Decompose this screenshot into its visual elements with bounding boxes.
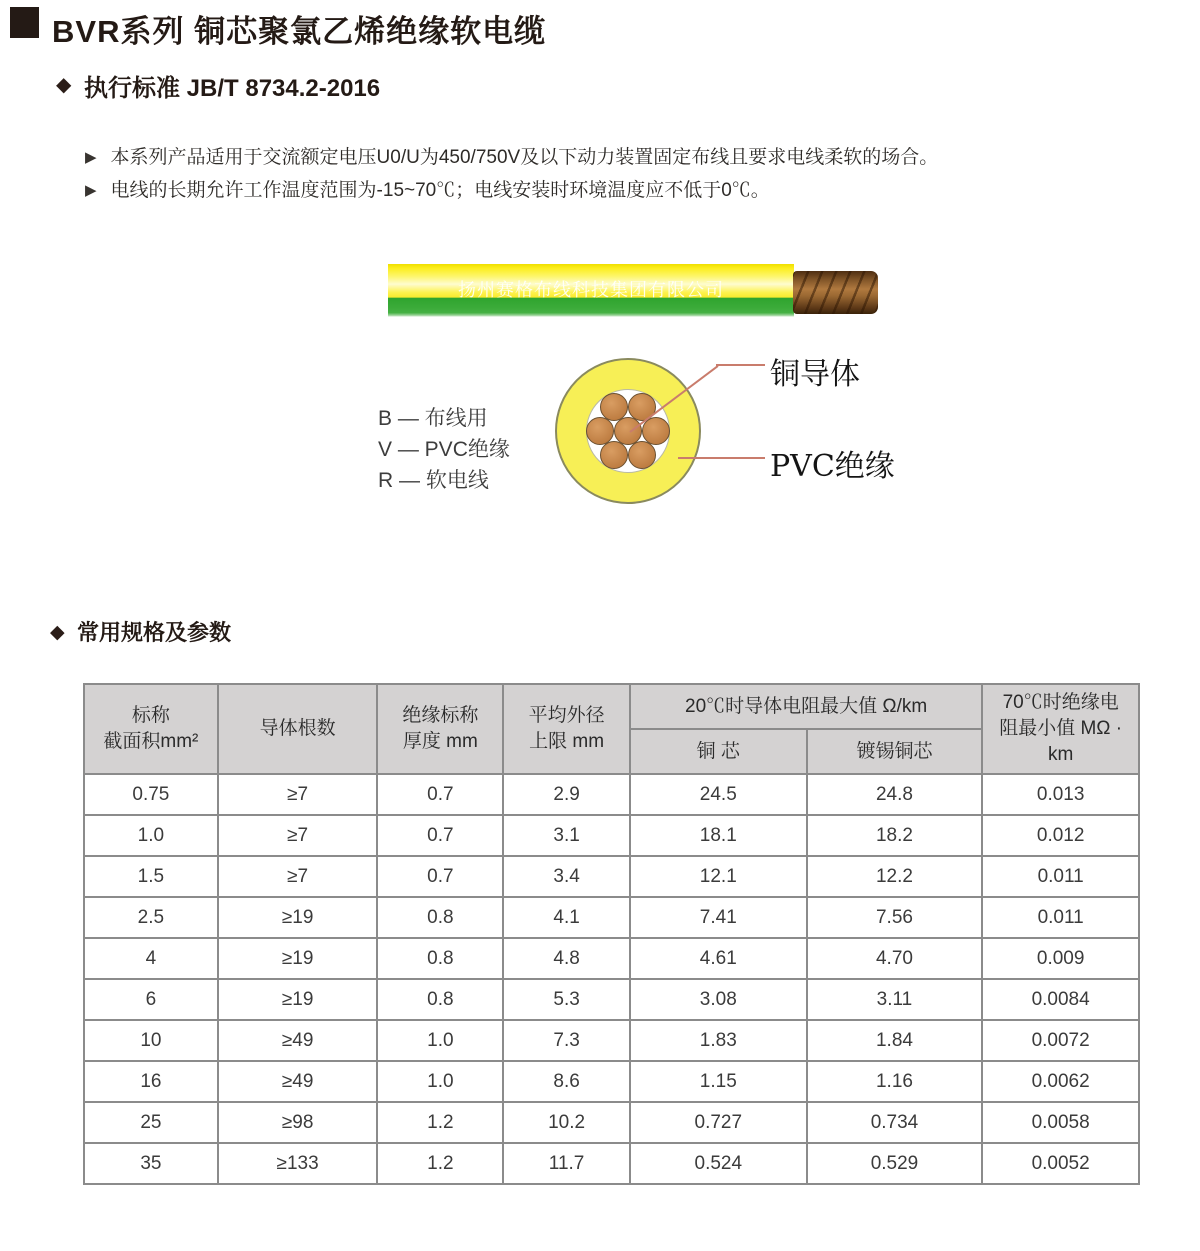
spec-cell: 2.5 [84, 897, 218, 938]
col-header-tinned-copper-core: 镀锡铜芯 [807, 729, 983, 774]
spec-cell: ≥19 [218, 938, 378, 979]
spec-cell: 1.5 [84, 856, 218, 897]
spec-cell: 18.2 [807, 815, 983, 856]
spec-cell: 4.8 [503, 938, 630, 979]
table-row [84, 1061, 1139, 1102]
table-row [84, 815, 1139, 856]
standard-text: 执行标准 JB/T 8734.2-2016 [84, 75, 381, 102]
feature-line [85, 142, 938, 169]
spec-cell: 1.0 [84, 815, 218, 856]
spec-cell: 0.8 [377, 938, 503, 979]
spec-cell: 16 [84, 1061, 218, 1102]
conductor-area [586, 389, 670, 473]
spec-cell: 12.1 [630, 856, 807, 897]
col-header-strand-count: 导体根数 [218, 684, 378, 774]
spec-cell: 7.41 [630, 897, 807, 938]
spec-cell: ≥98 [218, 1102, 378, 1143]
page-title: BVR系列 铜芯聚氯乙烯绝缘软电缆 [52, 14, 547, 49]
spec-cell: 1.0 [377, 1061, 503, 1102]
spec-cell: 1.0 [377, 1020, 503, 1061]
spec-cell: 6 [84, 979, 218, 1020]
spec-cell: 0.0072 [982, 1020, 1139, 1061]
spec-cell: 0.0058 [982, 1102, 1139, 1143]
spec-cell: 4 [84, 938, 218, 979]
spec-cell: 0.012 [982, 815, 1139, 856]
spec-cell: 4.1 [503, 897, 630, 938]
conductor-label: 铜导体 [770, 357, 860, 392]
table-row [84, 856, 1139, 897]
spec-cell: 18.1 [630, 815, 807, 856]
spec-cell: 5.3 [503, 979, 630, 1020]
spec-cell: 4.70 [807, 938, 983, 979]
specs-section-title: 常用规格及参数 [77, 620, 232, 645]
cable-copper-strands-image [793, 271, 878, 314]
table-row [84, 979, 1139, 1020]
col-header-resistance-group: 20℃时导体电阻最大值 Ω/km [630, 684, 982, 729]
spec-cell: 0.8 [377, 897, 503, 938]
spec-cell: 24.8 [807, 774, 983, 815]
spec-cell: 12.2 [807, 856, 983, 897]
spec-cell: 0.7 [377, 774, 503, 815]
arrow-bullet-icon: ▶ [85, 149, 97, 166]
spec-table [83, 683, 1140, 1185]
spec-cell: 3.11 [807, 979, 983, 1020]
feature-line [85, 175, 770, 202]
spec-cell: 10.2 [503, 1102, 630, 1143]
spec-cell: 1.15 [630, 1061, 807, 1102]
table-row [84, 1143, 1139, 1184]
spec-cell: ≥49 [218, 1061, 378, 1102]
spec-cell: 1.16 [807, 1061, 983, 1102]
spec-cell: 0.011 [982, 897, 1139, 938]
arrow-bullet-icon: ▶ [85, 182, 97, 199]
spec-cell: 0.013 [982, 774, 1139, 815]
spec-cell: 1.2 [377, 1102, 503, 1143]
spec-cell: 11.7 [503, 1143, 630, 1184]
table-header-row [84, 684, 1139, 729]
col-header-copper-core: 铜 芯 [630, 729, 807, 774]
spec-cell: 1.2 [377, 1143, 503, 1184]
spec-cell: 1.83 [630, 1020, 807, 1061]
diamond-icon: ◆ [56, 74, 72, 96]
spec-cell: 2.9 [503, 774, 630, 815]
spec-cell: ≥7 [218, 856, 378, 897]
spec-cell: ≥133 [218, 1143, 378, 1184]
spec-cell: 0.7 [377, 815, 503, 856]
spec-cell: 0.0062 [982, 1061, 1139, 1102]
spec-cell: 10 [84, 1020, 218, 1061]
table-row [84, 774, 1139, 815]
spec-cell: ≥7 [218, 815, 378, 856]
copper-strand [600, 441, 628, 469]
title-square-icon [10, 7, 39, 38]
spec-cell: 0.529 [807, 1143, 983, 1184]
spec-cell: 4.61 [630, 938, 807, 979]
spec-cell: 0.0052 [982, 1143, 1139, 1184]
spec-cell: 0.734 [807, 1102, 983, 1143]
legend-line-b: B — 布线用 [378, 407, 488, 430]
insulation-label: PVC绝缘 [770, 449, 895, 484]
spec-cell: 8.6 [503, 1061, 630, 1102]
col-header-insulation-resistance: 70℃时绝缘电 阻最小值 MΩ · km [982, 684, 1139, 774]
cable-brand-text: 扬州赛格布线科技集团有限公司 [458, 280, 724, 301]
spec-cell: 3.1 [503, 815, 630, 856]
table-row [84, 938, 1139, 979]
spec-cell: 7.3 [503, 1020, 630, 1061]
table-row [84, 897, 1139, 938]
spec-cell: 0.009 [982, 938, 1139, 979]
diamond-icon: ◆ [50, 622, 65, 643]
leader-line [678, 457, 765, 459]
col-header-insulation-thickness: 绝缘标称 厚度 mm [377, 684, 503, 774]
spec-cell: 24.5 [630, 774, 807, 815]
feature-text: 本系列产品适用于交流额定电压U0/U为450/750V及以下动力装置固定布线且要求电线柔软的场合。 [110, 147, 939, 168]
spec-cell: 0.7 [377, 856, 503, 897]
feature-text: 电线的长期允许工作温度范围为-15~70℃；电线安装时环境温度应不低于0℃。 [110, 180, 770, 201]
spec-cell: 3.4 [503, 856, 630, 897]
col-header-nominal-area: 标称 截面积mm² [84, 684, 218, 774]
spec-cell: ≥19 [218, 897, 378, 938]
spec-cell: 0.0084 [982, 979, 1139, 1020]
spec-cell: 0.8 [377, 979, 503, 1020]
table-row [84, 1020, 1139, 1061]
col-header-mean-od: 平均外径 上限 mm [503, 684, 630, 774]
legend-line-r: R — 软电线 [378, 469, 489, 492]
cross-section-diagram [555, 358, 701, 504]
spec-cell: 35 [84, 1143, 218, 1184]
copper-strand [628, 441, 656, 469]
spec-cell: ≥19 [218, 979, 378, 1020]
legend-line-v: V — PVC绝缘 [378, 438, 510, 461]
spec-cell: 3.08 [630, 979, 807, 1020]
spec-cell: 0.75 [84, 774, 218, 815]
spec-cell: 1.84 [807, 1020, 983, 1061]
spec-cell: 25 [84, 1102, 218, 1143]
spec-cell: 0.524 [630, 1143, 807, 1184]
spec-cell: ≥49 [218, 1020, 378, 1061]
table-row [84, 1102, 1139, 1143]
spec-cell: 0.011 [982, 856, 1139, 897]
spec-cell: 7.56 [807, 897, 983, 938]
bvr-abbreviation-legend [378, 403, 510, 496]
spec-cell: ≥7 [218, 774, 378, 815]
spec-cell: 0.727 [630, 1102, 807, 1143]
leader-line [716, 364, 765, 366]
